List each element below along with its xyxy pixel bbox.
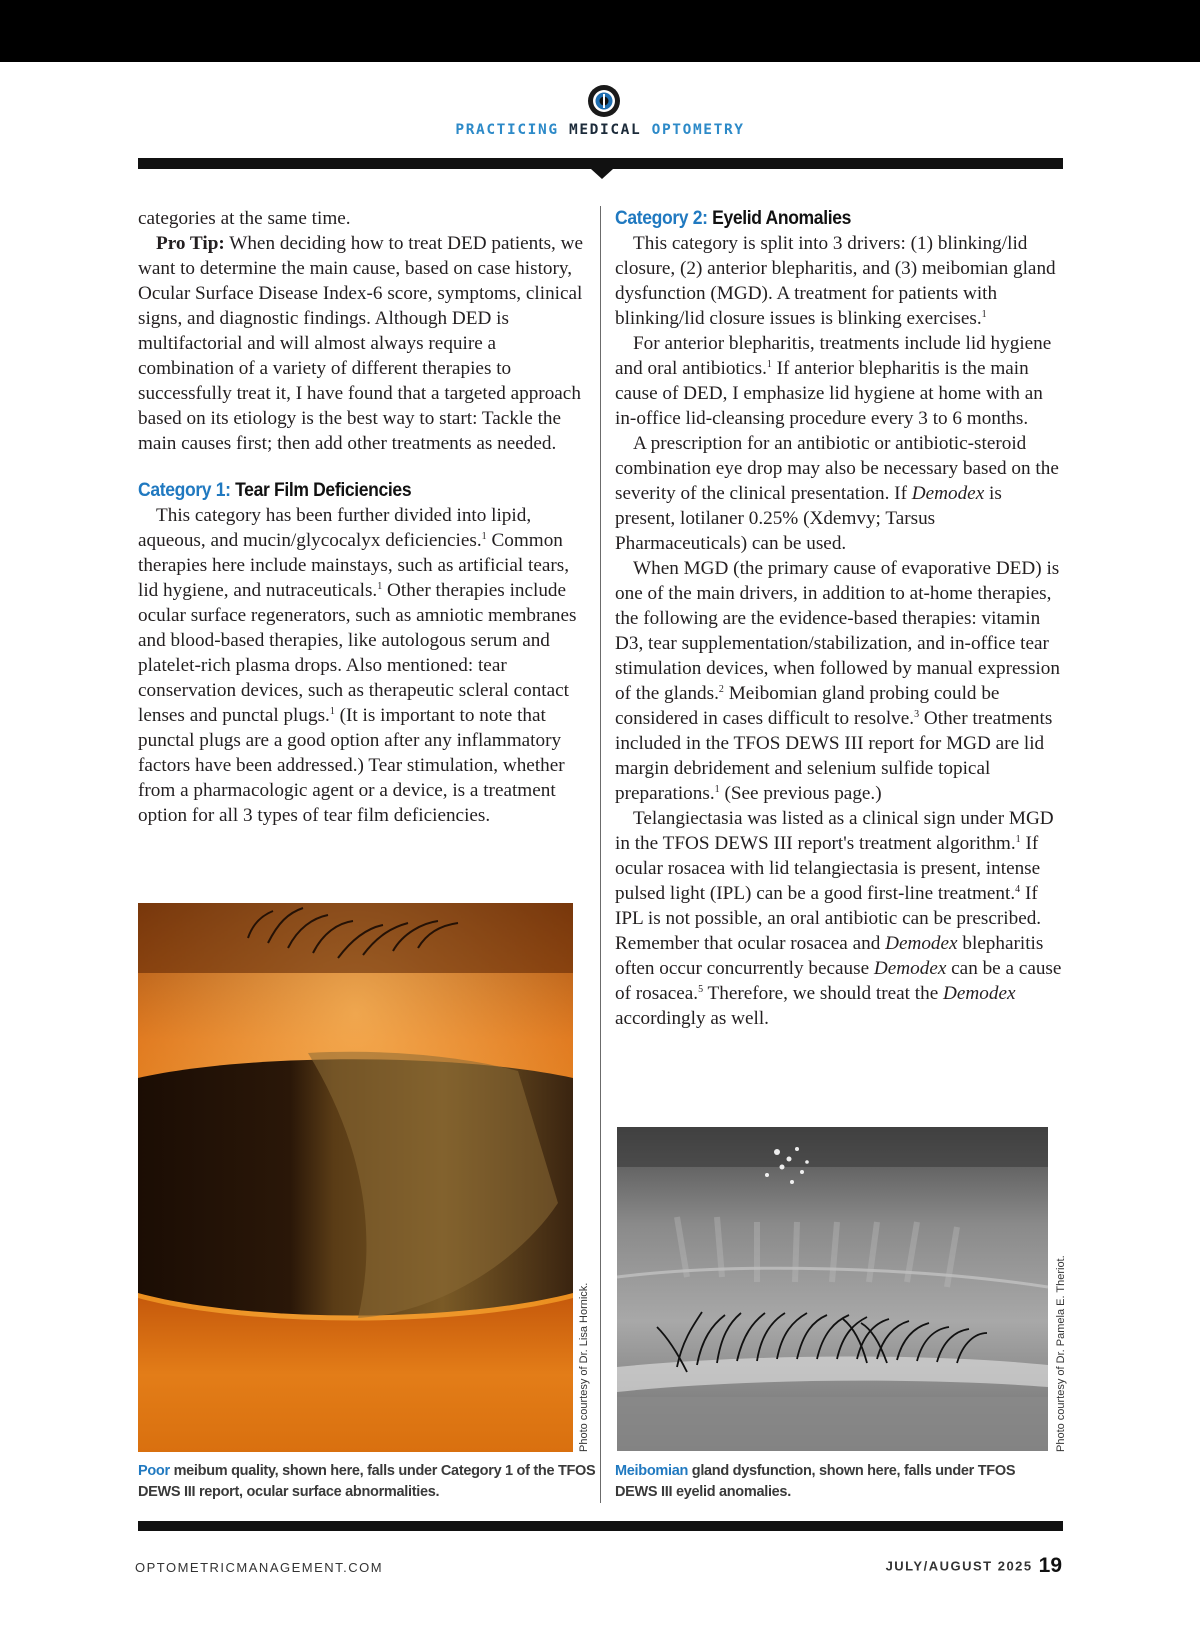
figure-caption: Meibomian gland dysfunction, shown here, falls under TFOS DEWS III eyelid anomalies. — [615, 1463, 1016, 1500]
top-black-bar — [0, 0, 1200, 62]
page-number: 19 — [1038, 1554, 1062, 1577]
category-1-heading: Category 1: Tear Film Deficiencies — [138, 479, 412, 501]
header-rule — [138, 158, 1063, 169]
figure-caption: Poor meibum quality, shown here, falls under Category 1 of the TFOS DEWS III report, ocular surface abnormalities. — [138, 1463, 596, 1500]
header-rule-notch — [591, 169, 613, 179]
paragraph: This category is split into 3 drivers: (1) blinking/lid closure, (2) anterior blepharitis, and (3) meibomian gland dysfunction (MGD). A treatment for patients with blinking/lid closure issues is blinking exercises.$^1$ — [615, 233, 1056, 329]
paragraph: categories at the same time. — [138, 208, 351, 229]
footer-issue: JULY/AUGUST 2025 19 — [885, 1554, 1062, 1577]
meibum-eye-photo — [138, 903, 573, 1452]
photo-credit: Photo courtesy of Dr. Pamela E. Theriot. — [1055, 1255, 1067, 1452]
footer-website: OPTOMETRICMANAGEMENT.COM — [135, 1560, 384, 1575]
category-2-heading: Category 2: Eyelid Anomalies — [615, 207, 852, 229]
meibomian-gland-photo — [617, 1127, 1048, 1451]
paragraph: For anterior blepharitis, treatments include lid hygiene and oral antibiotics.$^1$ If anterior blepharitis is the main cause of DED, I emphasize lid hygiene at home with an in-office lid-cleansing procedure every 3 to 6 months. — [615, 333, 1052, 429]
right-column — [615, 206, 1065, 1031]
column-divider — [600, 206, 601, 1503]
footer-rule — [138, 1521, 1063, 1531]
photo-credit: Photo courtesy of Dr. Lisa Hornick. — [578, 1282, 590, 1452]
left-column — [138, 206, 590, 828]
paragraph: A prescription for an antibiotic or antibiotic-steroid combination eye drop may also be necessary based on the severity of the clinical presentation. If Demodex is present, lotilaner 0.25% (Xdemvy; Tarsus Pharmaceuticals) can be used. — [615, 433, 1059, 554]
paragraph: Telangiectasia was listed as a clinical sign under MGD in the TFOS DEWS III report's treatment algorithm.$^1$ If ocular rosacea with lid telangiectasia is present, intense pulsed light (IPL) can be a good first-line treatment.$^4$ If IPL is not possible, an oral antibiotic can be prescribed. Remember that ocular rosacea and Demodex blepharitis often occur concurrently because Demodex can be a cause of rosacea.$^5$ Therefore, we should treat the Demodex accordingly as well. — [615, 808, 1062, 1029]
paragraph: When MGD (the primary cause of evaporative DED) is one of the main drivers, in addition to at-home therapies, the following are the evidence-based therapies: vitamin D3, tear supplementation/stabilization, and in-office tear stimulation devices, when followed by manual expression of the glands.$^2$ Meibomian gland probing could be considered in cases difficult to resolve.$^3$ Other treatments included in the TFOS DEWS III report for MGD are lid margin debridement and selenium sulfide topical preparations.$^1$ (See previous page.) — [615, 558, 1060, 804]
section-label: PRACTICING MEDICAL OPTOMETRY — [455, 122, 745, 138]
eye-icon — [587, 84, 621, 118]
pro-tip-paragraph: Pro Tip: When deciding how to treat DED patients, we want to determine the main cause, based on case history, Ocular Surface Disease Index-6 score, symptoms, clinical signs, and diagnostic findings. Although DED is multifactorial and will almost always require a combination of a variety of different therapies to successfully treat it, I have found that a targeted approach based on its etiology is the best way to start: Tackle the main causes first; then add other treatments as needed. — [138, 233, 584, 454]
paragraph: This category has been further divided into lipid, aqueous, and mucin/glycocalyx deficiencies.$^1$ Common therapies here include mainstays, such as artificial tears, lid hygiene, and nutraceuticals.$^1$ Other therapies include ocular surface regenerators, such as amniotic membranes and blood-based therapies, like autologous serum and platelet-rich plasma drops. Also mentioned: tear conservation devices, such as therapeutic scleral contact lenses and punctal plugs.$^1$ (It is important to note that punctal plugs are a good option after any inflammatory factors have been addressed.) Tear stimulation, whether from a pharmacologic agent or a device, is a treatment option for all 3 types of tear film deficiencies. — [138, 505, 577, 826]
